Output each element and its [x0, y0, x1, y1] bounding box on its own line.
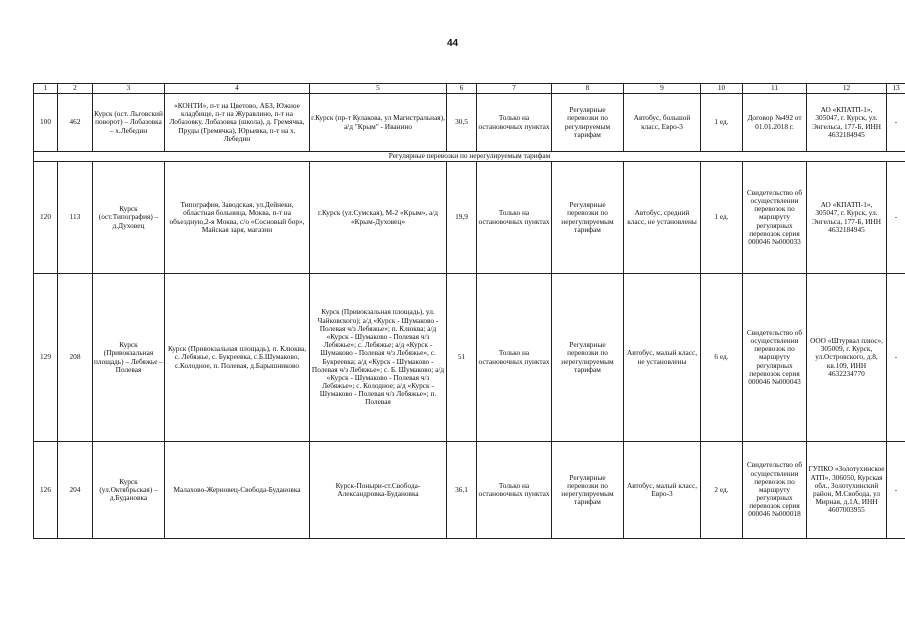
vehicle-count: 2 ед. — [701, 442, 743, 539]
column-number: 13 — [887, 84, 905, 94]
column-number: 7 — [477, 84, 552, 94]
vehicle-count: 1 ед. — [701, 94, 743, 152]
column-number: 12 — [807, 84, 887, 94]
route-streets: Курск-Поныри-ст.Свобода-Александровка-Будановка — [310, 442, 447, 539]
column-number: 10 — [701, 84, 743, 94]
route-name: Курск (Привокзальная площадь) – Лебяжье – Полевая — [93, 274, 165, 442]
vehicle-class: Автобус, большой класс, Евро-3 — [624, 94, 701, 152]
transport-type: Регулярные перевозки по нерегулируемым тарифам — [552, 442, 624, 539]
route-stops: Курск (Привокзальная площадь), п. Клюква, с. Лебяжье, с. Букреевка, с.Б.Шумаково, с.Колодное, п. Полевая, д.Барышниково — [165, 274, 310, 442]
section-row — [34, 152, 905, 162]
stop-order: Только на остановочных пунктах — [477, 442, 552, 539]
route-length: 30,5 — [447, 94, 477, 152]
route-stops: Типография, Заводская, ул.Дейнеки, областная больница, Моква, п-т на объездную,2-я Моква, с/о «Сосновый бор», Майская заря, магазин — [165, 162, 310, 274]
route-length: 51 — [447, 274, 477, 442]
stop-order: Только на остановочных пунктах — [477, 94, 552, 152]
vehicle-count: 6 ед. — [701, 274, 743, 442]
route-number: 208 — [58, 274, 93, 442]
column-number: 4 — [165, 84, 310, 94]
column-number: 6 — [447, 84, 477, 94]
carrier-info: АО «КПАТП-1», 305047, г. Курск, ул. Энгельса, 177-Б, ИНН 4632184945 — [807, 162, 887, 274]
permit-document: Свидетельство об осуществлении перевозок по маршруту регулярных перевозок серия 000046 №000018 — [743, 442, 807, 539]
section-title: Регулярные перевозки по нерегулируемым тарифам — [34, 152, 905, 162]
carrier-info: ООО «Штурвал плюс», 305009, г. Курск, ул.Островского, д.8, кв.109, ИНН 4632234770 — [807, 274, 887, 442]
stop-order: Только на остановочных пунктах — [477, 162, 552, 274]
row-note: - — [887, 274, 905, 442]
table-row — [34, 94, 905, 152]
column-number: 3 — [93, 84, 165, 94]
row-number: 120 — [34, 162, 58, 274]
route-number: 113 — [58, 162, 93, 274]
carrier-info: АО «КПАТП-1», 305047, г. Курск, ул. Энгельса, 177-Б, ИНН 4632184945 — [807, 94, 887, 152]
vehicle-class: Автобус, средний класс, не установлены — [624, 162, 701, 274]
table-row — [34, 162, 905, 274]
route-name: Курск (ул.Октябрьская) – д.Будановка — [93, 442, 165, 539]
table-row — [34, 274, 905, 442]
route-stops: «КОНТИ», п-т на Цветово, АБЗ, Южное кладбище, п-т на Журавлино, п-т на Лобазовку, Лобазовка (школа), д. Гремячка, Пруды (Гремячка), Юрьевка, п-т на х. Лебедин — [165, 94, 310, 152]
column-number: 1 — [34, 84, 58, 94]
route-number: 204 — [58, 442, 93, 539]
carrier-info: ГУПКО «Золотухинское АТП», 306050, Курская обл., Золотухинский район, М.Свобода, ул Мирная, д.1А, ИНН 4607003955 — [807, 442, 887, 539]
column-number: 9 — [624, 84, 701, 94]
transport-type: Регулярные перевозки по нерегулируемым тарифам — [552, 274, 624, 442]
column-number: 2 — [58, 84, 93, 94]
table-row — [34, 442, 905, 539]
route-stops: Малахово-Жерновец-Свобода-Будановка — [165, 442, 310, 539]
column-number: 5 — [310, 84, 447, 94]
route-name: Курск (ост.Типография) – д.Духовец — [93, 162, 165, 274]
row-number: 100 — [34, 94, 58, 152]
vehicle-class: Автобус, малый класс, не установлены — [624, 274, 701, 442]
row-note: - — [887, 94, 905, 152]
page-number: 44 — [446, 38, 459, 49]
transport-type: Регулярные перевозки по нерегулируемым тарифам — [552, 162, 624, 274]
row-note: - — [887, 162, 905, 274]
transport-type: Регулярные перевозки по регулируемым тарифам — [552, 94, 624, 152]
route-name: Курск (ост. Льговский поворот) – Лобазовка – х.Лебедин — [93, 94, 165, 152]
route-length: 36,1 — [447, 442, 477, 539]
permit-document: Свидетельство об осуществлении перевозок по маршруту регулярных перевозок серия 000046 №000043 — [743, 274, 807, 442]
route-streets: Курск (Привокзальная площадь), ул. Чайковского); а/д «Курск - Шумаково - Полевая ч/з Лебяжье»; п. Клюква; а/д «Курск - Шумаково - Полевая ч/з Лебяжье»; с. Лебяжье; а/д «Курск - Шумаково - Полевая ч/з Лебяжье», с. Букреевка; а/д «Курск - Шумаково - Полевая ч/з Лебяжье»; с. Б. Шумаково; а/д «Курск - Шумаково - Полевая ч/з Лебяжье»; с. Колодное; а/д «Курск - Шумаково - Полевая ч/з Лебяжье»; п. Полевая — [310, 274, 447, 442]
permit-document: Свидетельство об осуществлении перевозок по маршруту регулярных перевозок серия 000046 №000033 — [743, 162, 807, 274]
routes-table — [33, 83, 905, 539]
row-note: - — [887, 442, 905, 539]
row-number: 126 — [34, 442, 58, 539]
route-number: 462 — [58, 94, 93, 152]
vehicle-class: Автобус, малый класс, Евро-3 — [624, 442, 701, 539]
column-number: 8 — [552, 84, 624, 94]
route-streets: г.Курск (пр-т Кулакова, ул Магистральная), а/д "Крым" - Иванино — [310, 94, 447, 152]
route-length: 19,9 — [447, 162, 477, 274]
row-number: 129 — [34, 274, 58, 442]
stop-order: Только на остановочных пунктах — [477, 274, 552, 442]
route-streets: г.Курск (ул.Сумская), М-2 «Крым», а/д «Крым-Духовец» — [310, 162, 447, 274]
vehicle-count: 1 ед. — [701, 162, 743, 274]
permit-document: Договор №492 от 01.01.2018 г. — [743, 94, 807, 152]
column-number-row — [34, 84, 905, 94]
column-number: 11 — [743, 84, 807, 94]
